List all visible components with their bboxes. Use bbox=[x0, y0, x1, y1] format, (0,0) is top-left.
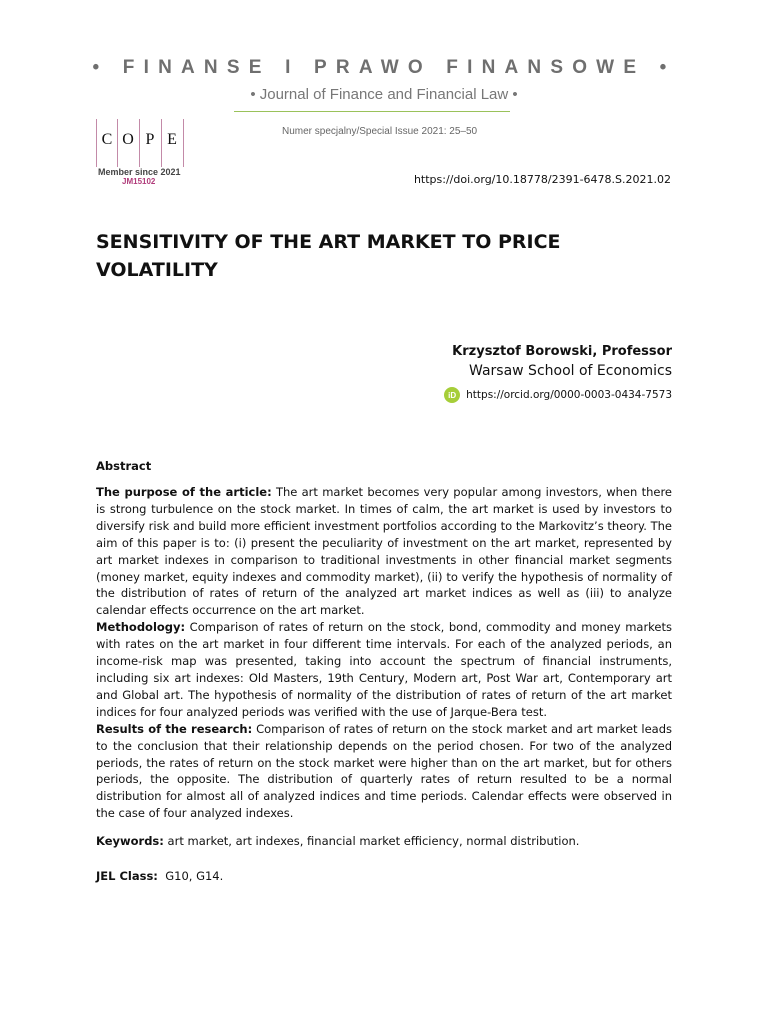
cope-logo bbox=[94, 117, 194, 187]
orcid-link[interactable]: https://orcid.org/0000-0003-0434-7573 bbox=[466, 389, 672, 401]
methodology-text: Comparison of rates of return on the stock, bond, commodity and money markets with rates on the art market in four different time intervals. For each of the analyzed periods, an income-risk map was presented, taking into account the spectrum of financial instruments, including six art indexes: Old Masters, 19th Century, Modern art, Post War art, Contemporary art and Global art. The hypothesis of normality of the distribution of rates of return of the art market indices for four analyzed periods was verified with the use of Jarque-Bera test. bbox=[96, 620, 672, 719]
jel-label: JEL Class: bbox=[96, 869, 158, 883]
cope-member-id: JM15102 bbox=[122, 177, 156, 186]
methodology-label: Methodology: bbox=[96, 620, 186, 635]
abstract-purpose bbox=[96, 484, 672, 619]
orcid-icon: iD bbox=[444, 387, 460, 403]
article-title: SENSITIVITY OF THE ART MARKET TO PRICE VOLATILITY bbox=[96, 231, 561, 281]
author-affiliation: Warsaw School of Economics bbox=[469, 363, 672, 379]
abstract-heading: Abstract bbox=[96, 459, 152, 473]
cope-divider bbox=[183, 119, 184, 167]
doi-link[interactable]: https://doi.org/10.18778/2391-6478.S.2021.02 bbox=[413, 173, 671, 186]
cope-divider bbox=[96, 119, 97, 167]
cope-divider bbox=[139, 119, 140, 167]
jel-text: G10, G14. bbox=[157, 869, 224, 883]
abstract-body bbox=[96, 484, 672, 822]
purpose-label: The purpose of the article: bbox=[96, 485, 272, 499]
cope-divider bbox=[161, 119, 162, 167]
cope-letter: O bbox=[122, 131, 134, 148]
abstract-methodology bbox=[96, 619, 672, 720]
jel-class bbox=[96, 869, 223, 883]
header-divider bbox=[234, 111, 510, 112]
cope-member-since: Member since 2021 bbox=[98, 167, 181, 177]
results-text: Comparison of rates of return on the stock market and art market leads to the conclusion that their relationship depends on the period chosen. For two of the analyzed periods, the rates of return on the stock market were higher than on the art market, but for others periods, the opposite. The distribution of quarterly rates of return resulted to be a normal distribution for almost all of analyzed indices and time periods. Calendar effects were observed in the case of four analyzed indexes. bbox=[96, 721, 672, 821]
keywords-label: Keywords: bbox=[96, 834, 164, 848]
cope-letter: C bbox=[101, 131, 113, 148]
cope-letter: P bbox=[145, 131, 155, 148]
keywords bbox=[96, 834, 672, 848]
orcid-row bbox=[444, 387, 672, 403]
journal-title: • FINANSE I PRAWO FINANSOWE • bbox=[92, 57, 676, 78]
cope-divider bbox=[117, 119, 118, 167]
journal-subtitle: • Journal of Finance and Financial Law • bbox=[250, 86, 518, 103]
purpose-text: The art market becomes very popular among investors, when there is strong turbulence on the stock market. In times of calm, the art market is used by investors to diversify risk and build more efficient investment portfolios according to the Markovitz’s theory. The aim of this paper is to: (i) present the peculiarity of investment on the art market, represented by art market indexes in comparison to traditional investments in other financial market segments (money market, equity indexes and commodity market), (ii) to verify the hypothesis of normality of the distribution of rates of return of the analyzed art market indices as well as (iii) to analyze calendar effects occurrence on the art market. bbox=[96, 485, 672, 618]
keywords-text: art market, art indexes, financial market efficiency, normal distribution. bbox=[163, 834, 580, 848]
abstract-results bbox=[96, 721, 672, 822]
cope-letter: E bbox=[167, 131, 177, 148]
results-label: Results of the research: bbox=[96, 721, 253, 736]
author-name: Krzysztof Borowski, Professor bbox=[452, 344, 672, 359]
issue-info: Numer specjalny/Special Issue 2021: 25–50 bbox=[282, 126, 478, 137]
